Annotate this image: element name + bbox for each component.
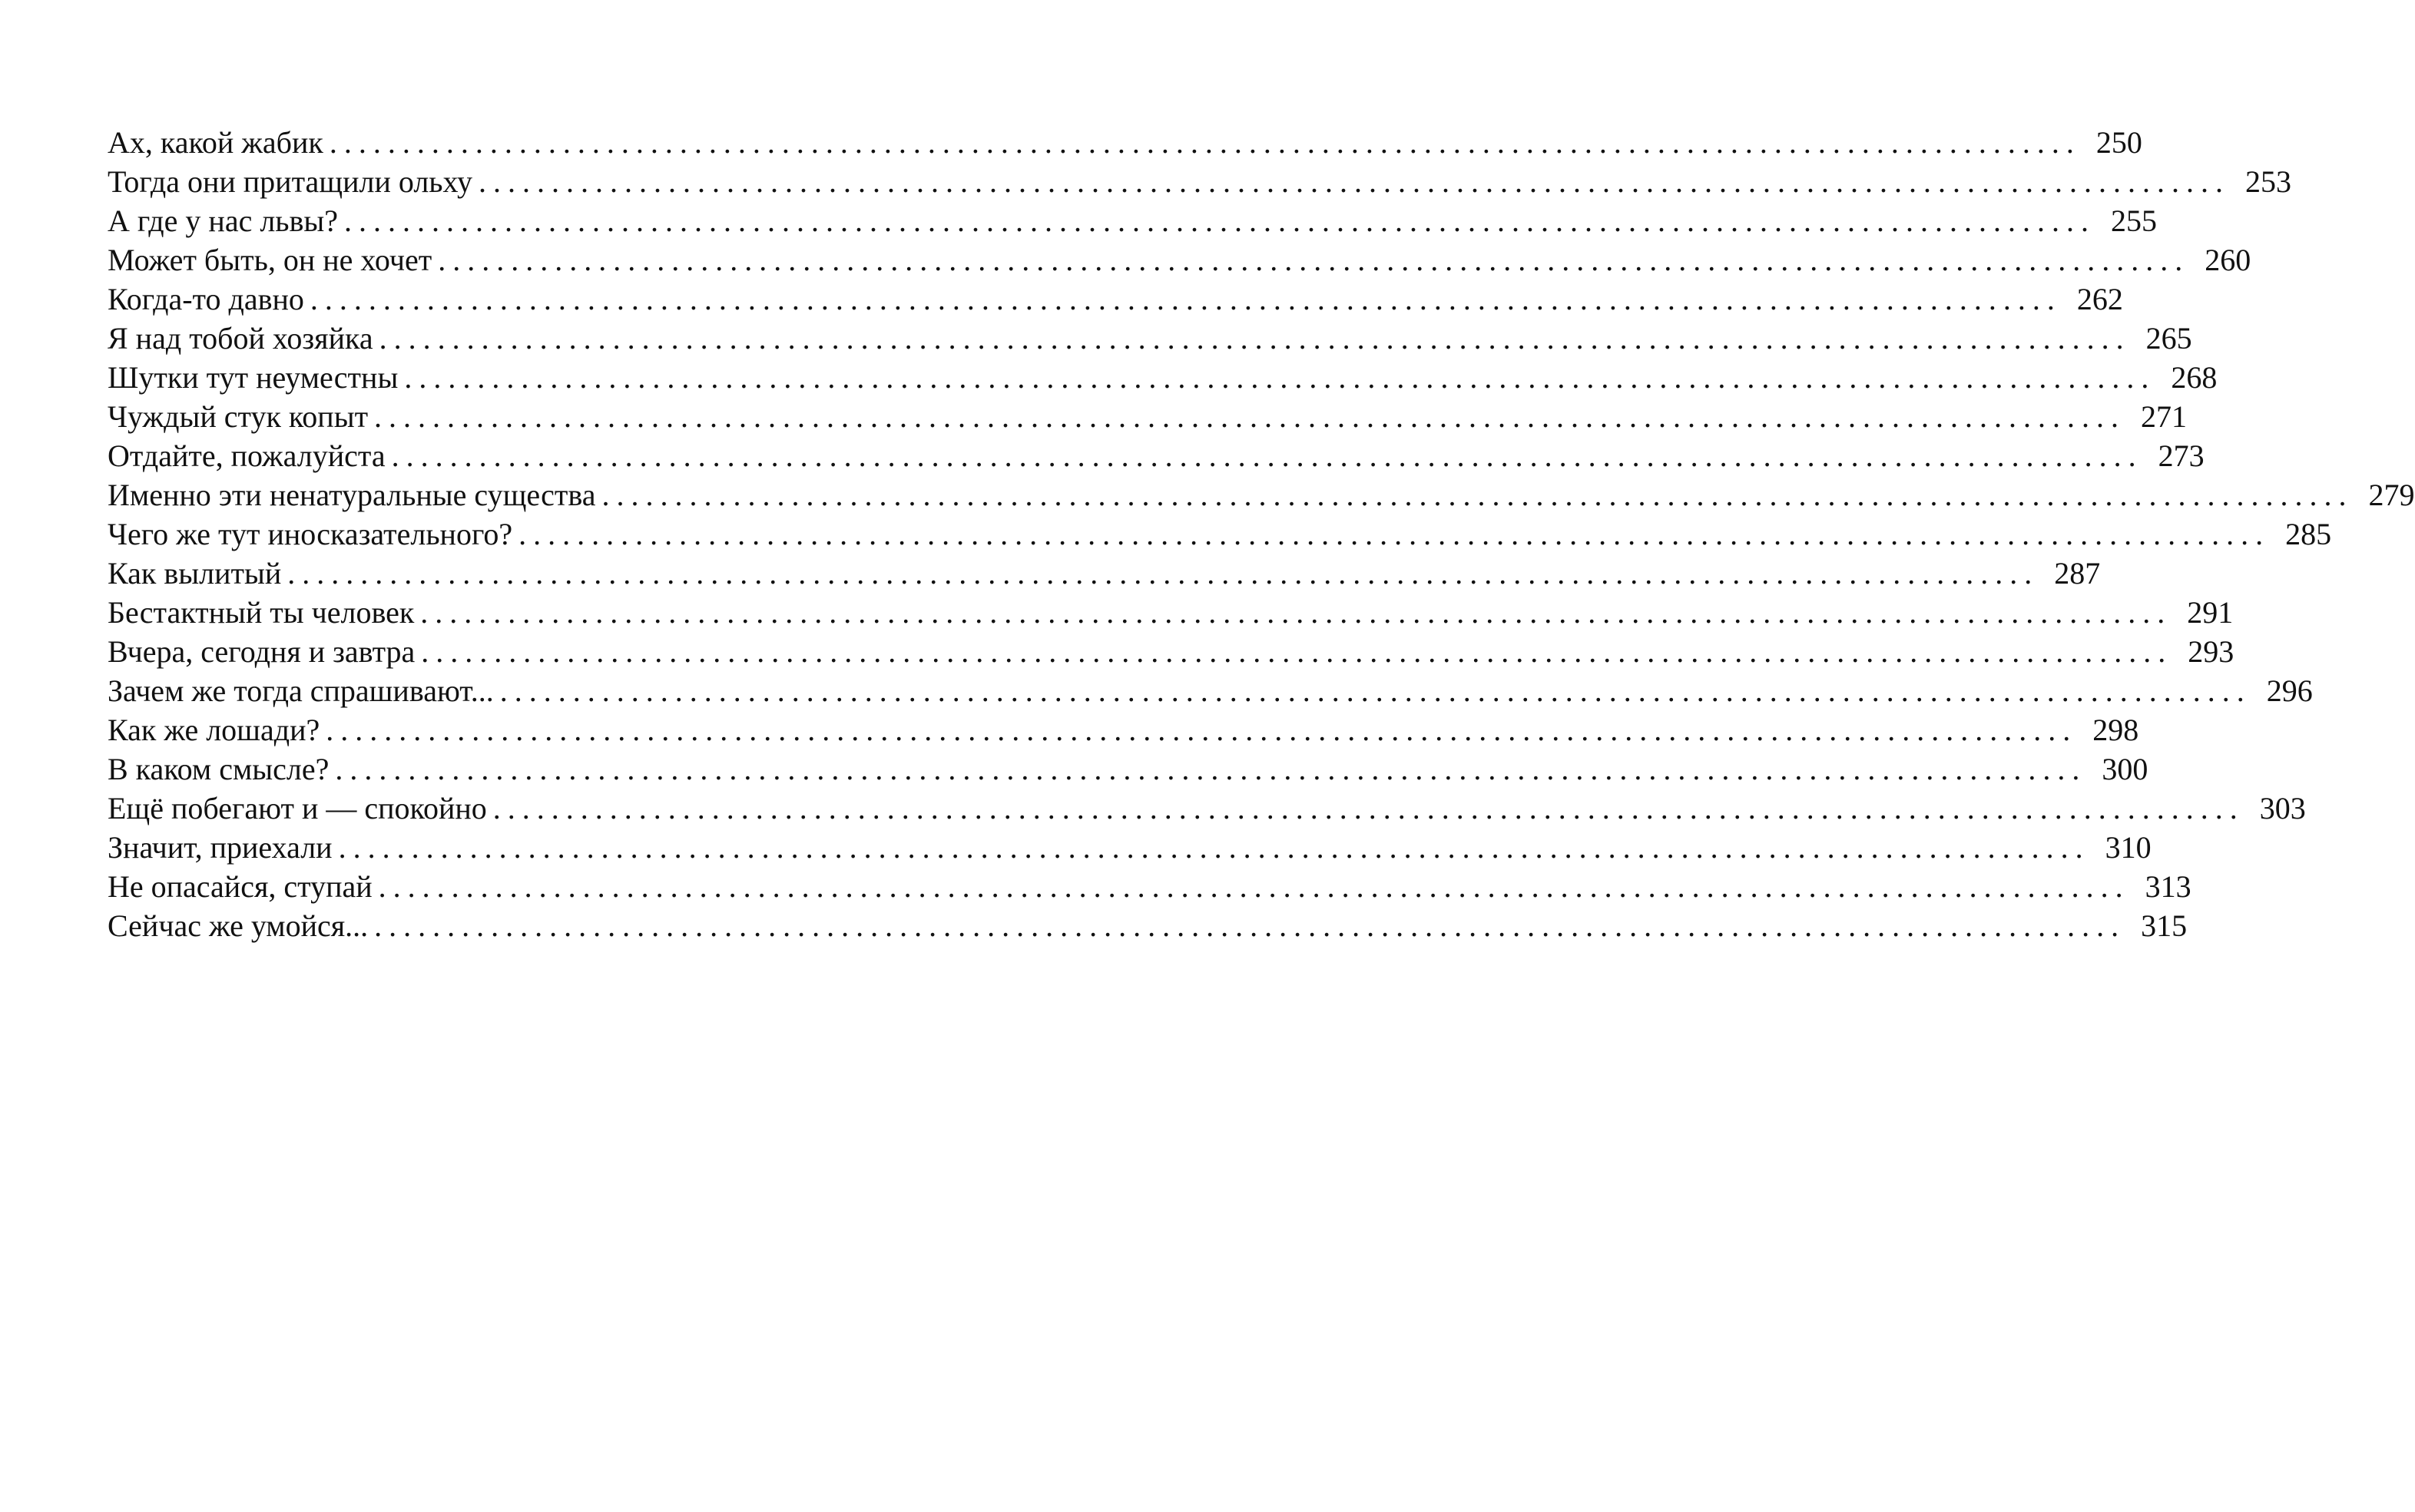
toc-entry [108,280,2123,319]
toc-entry [108,554,2101,593]
toc-entry-page: 293 [2188,634,2234,669]
table-of-contents [108,123,2415,945]
toc-entry-page: 310 [2105,830,2152,865]
toc-entry-title: Когда-то давно [108,282,304,316]
toc-entry [108,514,2332,554]
toc-leader-dots: ........................................................................................................................ [379,321,2131,356]
toc-entry-title: Чего же тут иносказательного? [108,517,513,551]
toc-entry-title: Может быть, он не хочет [108,243,432,277]
toc-entry-title: Бестактный ты человек [108,595,415,630]
toc-entry-title: Не опасайся, ступай [108,869,373,904]
toc-leader-dots: ........................................................................................................................ [338,830,2090,865]
toc-entry-page: 291 [2187,595,2234,630]
toc-leader-dots: ........................................................................................................................ [492,791,2244,825]
toc-entry [108,632,2234,671]
toc-entry-page: 271 [2141,399,2188,434]
toc-entry [108,358,2218,397]
toc-entry-title: Ещё побегают и — спокойно [108,791,487,825]
toc-entry [108,710,2139,749]
toc-leader-dots: ........................................................................................................................ [326,713,2078,747]
toc-entry-title: Именно эти ненатуральные существа [108,478,596,512]
toc-entry [108,201,2158,240]
toc-leader-dots: ........................................................................................................................ [344,203,2096,238]
toc-entry-page: 260 [2205,243,2251,277]
toc-entry-title: Отдайте, пожалуйста [108,438,386,473]
toc-entry-page: 262 [2076,282,2123,316]
toc-entry-page: 298 [2092,713,2139,747]
toc-entry-page: 268 [2171,360,2218,395]
toc-leader-dots: ........................................................................................................................ [518,517,2271,551]
toc-entry-page: 315 [2141,908,2188,943]
toc-leader-dots: ........................................................................................................................ [310,282,2062,316]
toc-entry-title: Ах, какой жабик [108,125,323,160]
toc-entry [108,828,2152,867]
toc-entry-page: 255 [2111,203,2158,238]
toc-entry [108,906,2188,945]
toc-entry-title: Тогда они притащили ольху [108,164,473,199]
toc-entry-title: Как же лошади? [108,713,320,747]
toc-leader-dots: ........................................................................................................................ [479,164,2231,199]
toc-entry-title: Значит, приехали [108,830,333,865]
toc-entry-title: Чуждый стук копыт [108,399,369,434]
toc-leader-dots: ........................................................................................................................ [391,438,2143,473]
toc-entry [108,593,2234,632]
toc-entry-title: Как вылитый [108,556,282,591]
toc-leader-dots: ........................................................................................................................ [378,869,2130,904]
toc-entry-title: В каком смысле? [108,752,330,786]
toc-entry [108,162,2292,201]
toc-entry-page: 273 [2158,438,2205,473]
toc-entry [108,475,2415,514]
toc-leader-dots: ........................................................................................................................ [335,752,2087,786]
toc-entry [108,319,2192,358]
toc-leader-dots: ........................................................................................................................ [421,634,2173,669]
toc-entry-title: А где у нас львы? [108,203,339,238]
toc-entry [108,867,2191,906]
toc-entry [108,397,2188,436]
toc-leader-dots: ........................................................................................................................ [404,360,2156,395]
toc-entry-page: 300 [2102,752,2148,786]
toc-entry-title: Вчера, сегодня и завтра [108,634,416,669]
toc-entry [108,749,2148,789]
toc-leader-dots: ........................................................................................................................ [499,673,2251,708]
toc-leader-dots: ........................................................................................................................ [601,478,2354,512]
toc-leader-dots: ........................................................................................................................ [287,556,2039,591]
toc-leader-dots: ........................................................................................................................ [374,908,2126,943]
toc-entry-title: Шутки тут неуместны [108,360,399,395]
toc-entry [108,671,2313,710]
toc-leader-dots: ........................................................................................................................ [329,125,2081,160]
toc-entry-page: 253 [2245,164,2292,199]
toc-entry-page: 265 [2145,321,2192,356]
toc-entry-title: Я над тобой хозяйка [108,321,373,356]
toc-leader-dots: ........................................................................................................................ [420,595,2172,630]
toc-entry-page: 250 [2095,125,2142,160]
toc-entry [108,123,2142,162]
toc-entry [108,789,2306,828]
toc-entry-page: 287 [2054,556,2101,591]
toc-entry-page: 313 [2145,869,2191,904]
toc-entry-title: Зачем же тогда спрашивают... [108,673,494,708]
toc-entry-title: Сейчас же умойся... [108,908,369,943]
toc-leader-dots: ........................................................................................................................ [374,399,2126,434]
toc-entry-page: 285 [2285,517,2332,551]
toc-entry-page: 279 [2368,478,2415,512]
toc-leader-dots: ........................................................................................................................ [438,243,2190,277]
toc-entry-page: 303 [2259,791,2306,825]
toc-entry [108,436,2205,475]
toc-entry [108,240,2251,280]
toc-entry-page: 296 [2266,673,2313,708]
